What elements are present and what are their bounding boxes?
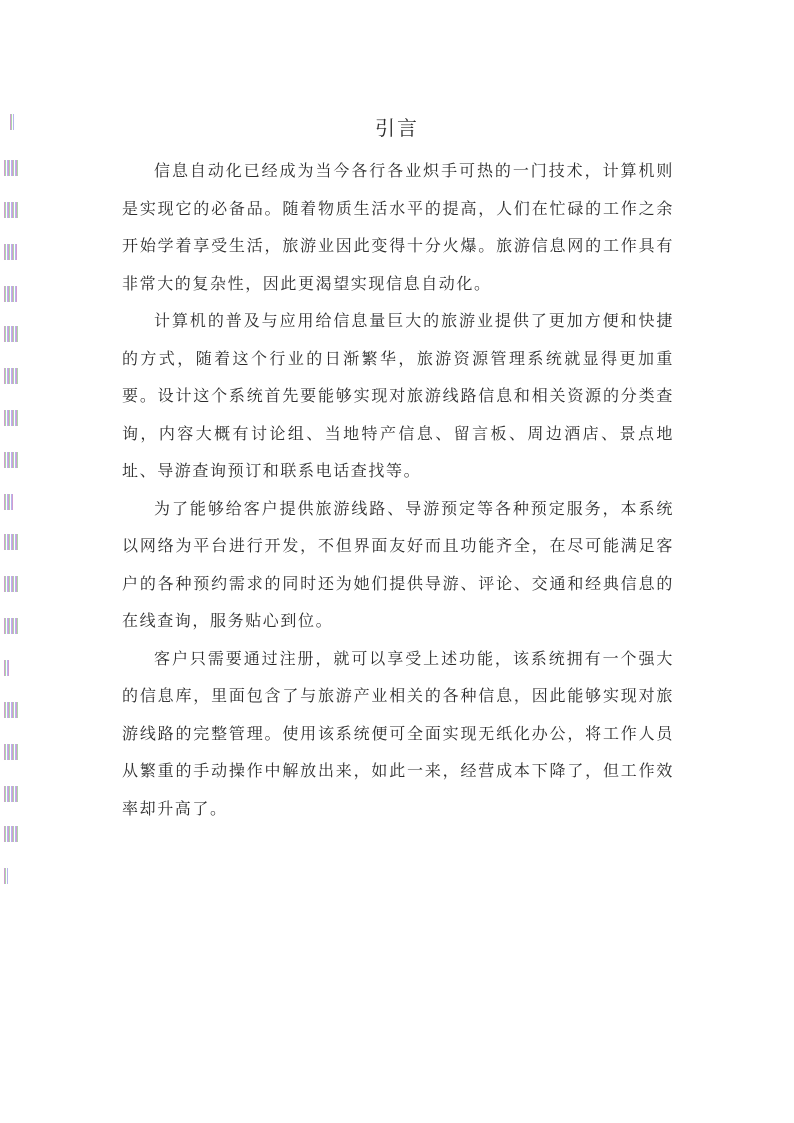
scan-mark — [4, 202, 18, 218]
scan-mark — [4, 160, 18, 176]
paragraph: 客户只需要通过注册，就可以享受上述功能，该系统拥有一个强大的信息库，里面包含了与旅游产业相关的各种信息，因此能够实现对旅游线路的完整管理。使用该系统便可全面实现无纸化办公，将工作人员从繁重的手动操作中解放出来，如此一来，经营成本下降了，但工作效率却升高了。 — [122, 648, 674, 818]
document-title: 引言 — [375, 116, 419, 140]
scan-mark — [4, 368, 18, 384]
scan-mark — [4, 286, 17, 302]
scan-mark — [4, 660, 9, 676]
scan-mark — [4, 410, 18, 426]
scan-mark — [4, 702, 18, 718]
scan-mark — [4, 576, 18, 592]
scan-mark — [4, 618, 18, 634]
scan-mark — [4, 452, 18, 468]
document-body — [122, 152, 674, 827]
scan-mark — [4, 786, 18, 802]
scan-mark — [4, 868, 8, 884]
scan-mark — [4, 826, 18, 842]
paragraph: 为了能够给客户提供旅游线路、导游预定等各种预定服务，本系统以网络为平台进行开发，不但界面友好而且功能齐全，在尽可能满足客户的各种预约需求的同时还为她们提供导游、评论、交通和经典信息的在线查询，服务贴心到位。 — [122, 498, 674, 630]
left-margin-scan-marks — [0, 0, 30, 1123]
scan-mark — [4, 326, 18, 342]
scan-mark — [4, 494, 13, 510]
scan-mark — [4, 534, 18, 550]
scan-mark — [4, 244, 17, 260]
scan-mark — [4, 744, 18, 760]
paragraph: 计算机的普及与应用给信息量巨大的旅游业提供了更加方便和快捷的方式，随着这个行业的日渐繁华，旅游资源管理系统就显得更加重要。设计这个系统首先要能够实现对旅游线路信息和相关资源的分类查询，内容大概有讨论组、当地特产信息、留言板、周边酒店、景点地址、导游查询预订和联系电话查找等。 — [122, 311, 674, 480]
paragraph: 信息自动化已经成为当今各行各业炽手可热的一门技术，计算机则是实现它的必备品。随着物质生活水平的提高，人们在忙碌的工作之余开始学着享受生活，旅游业因此变得十分火爆。旅游信息网的工作具有非常大的复杂性，因此更渴望实现信息自动化。 — [122, 161, 674, 293]
